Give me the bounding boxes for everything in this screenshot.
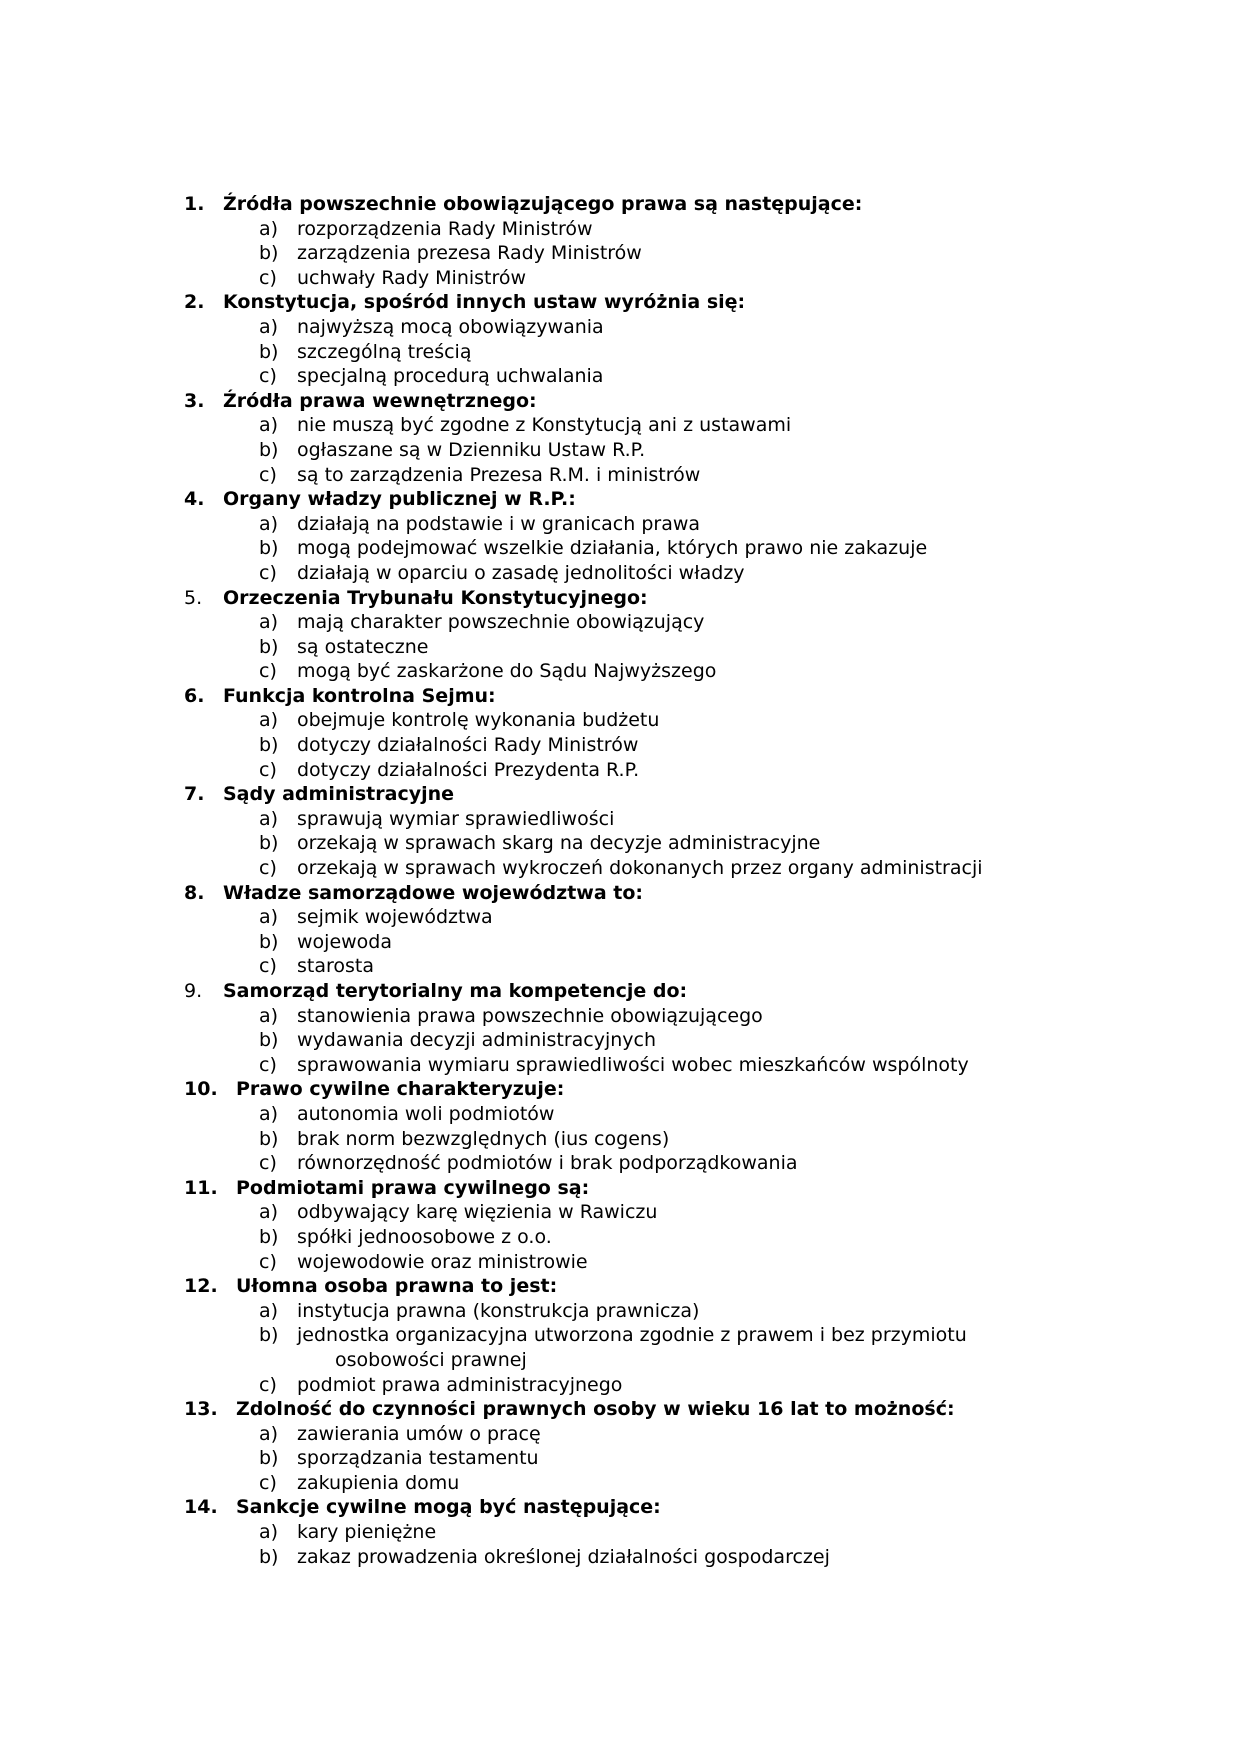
option-letter: a): [259, 1521, 279, 1544]
option-text: autonomia woli podmiotów: [297, 1102, 555, 1125]
answer-option: [184, 1545, 1204, 1570]
answer-option: [184, 1250, 1204, 1275]
question-item: [184, 192, 1204, 290]
answer-option: [184, 1323, 1204, 1372]
option-text: mogą podejmować wszelkie działania, których prawo nie zakazuje: [297, 537, 928, 560]
question-number: 10.: [184, 1078, 218, 1101]
option-text: są to zarządzenia Prezesa R.M. i ministrów: [297, 463, 701, 486]
question-number: 2.: [184, 291, 205, 314]
answer-option: [184, 536, 1204, 561]
answer-option: [184, 1299, 1204, 1324]
option-text: obejmuje kontrolę wykonania budżetu: [297, 709, 660, 732]
option-letter: a): [259, 315, 279, 338]
option-letter: c): [259, 1471, 277, 1494]
question-heading: [184, 1274, 1204, 1299]
option-text: jednostka organizacyjna utworzona zgodnie z prawem i bez przymiotu: [297, 1324, 967, 1347]
question-number: 1.: [184, 193, 205, 215]
answer-option: [184, 1373, 1204, 1398]
answer-option: [184, 241, 1204, 266]
answer-option: [184, 807, 1204, 832]
option-text: działają w oparciu o zasadę jednolitości władzy: [297, 561, 745, 584]
answer-option: [184, 413, 1204, 438]
option-text: zawierania umów o pracę: [297, 1422, 541, 1445]
answer-option: [184, 364, 1204, 389]
question-text: Ułomna osoba prawna to jest:: [236, 1275, 558, 1298]
option-letter: c): [259, 561, 277, 584]
answer-option: [184, 758, 1204, 783]
option-letter: a): [259, 1004, 279, 1027]
option-text: odbywający karę więzienia w Rawiczu: [297, 1201, 658, 1224]
question-item: [184, 1077, 1204, 1175]
answer-option: [184, 659, 1204, 684]
option-letter: b): [259, 832, 279, 855]
question-item: [184, 389, 1204, 487]
option-letter: b): [259, 1127, 279, 1150]
question-text: Zdolność do czynności prawnych osoby w wieku 16 lat to możność:: [236, 1398, 955, 1421]
answer-option: [184, 1102, 1204, 1127]
option-letter: b): [259, 930, 279, 953]
question-item: [184, 290, 1204, 388]
option-letter: c): [259, 955, 277, 978]
option-letter: c): [259, 463, 277, 486]
question-text: Funkcja kontrolna Sejmu:: [223, 684, 496, 707]
option-letter: b): [259, 1225, 279, 1248]
answer-option: [184, 954, 1204, 979]
option-letter: a): [259, 906, 279, 929]
answer-option: [184, 1520, 1204, 1545]
answer-option: [184, 905, 1204, 930]
answer-option: [184, 463, 1204, 488]
answer-option: [184, 610, 1204, 635]
option-text: ogłaszane są w Dzienniku Ustaw R.P.: [297, 438, 646, 461]
question-item: [184, 1397, 1204, 1495]
question-text: Sądy administracyjne: [223, 783, 455, 806]
answer-option: [184, 1200, 1204, 1225]
option-text: sprawują wymiar sprawiedliwości: [297, 807, 615, 830]
question-number: 9.: [184, 980, 203, 1002]
option-letter: a): [259, 1102, 279, 1125]
option-text: orzekają w sprawach wykroczeń dokonanych przez organy administracji: [297, 857, 983, 880]
answer-option: [184, 930, 1204, 955]
answer-option: [184, 1151, 1204, 1176]
answer-option: [184, 1127, 1204, 1152]
option-text: mają charakter powszechnie obowiązujący: [297, 611, 705, 634]
option-text: kary pieniężne: [297, 1521, 437, 1544]
question-heading: [184, 487, 1204, 512]
option-letter: a): [259, 414, 279, 437]
option-letter: a): [259, 807, 279, 830]
option-text: szczególną treścią: [297, 340, 472, 363]
option-letter: a): [259, 1299, 279, 1322]
question-text: Źródła powszechnie obowiązującego prawa są następujące:: [223, 193, 863, 215]
option-text: dotyczy działalności Prezydenta R.P.: [297, 758, 640, 781]
question-item: [184, 684, 1204, 782]
option-text: zarządzenia prezesa Rady Ministrów: [297, 242, 642, 265]
question-text: Samorząd terytorialny ma kompetencje do:: [223, 980, 688, 1002]
answer-option: [184, 733, 1204, 758]
answer-option: [184, 1471, 1204, 1496]
question-number: 4.: [184, 488, 205, 511]
question-item: [184, 586, 1204, 684]
question-number: 8.: [184, 881, 205, 904]
option-letter: b): [259, 1447, 279, 1470]
option-letter: b): [259, 242, 279, 265]
option-letter: b): [259, 734, 279, 757]
option-text: zakaz prowadzenia określonej działalności gospodarczej: [297, 1545, 830, 1568]
option-letter: c): [259, 857, 277, 880]
question-heading: [184, 1077, 1204, 1102]
option-text-continuation: osobowości prawnej: [335, 1348, 527, 1371]
question-item: [184, 1274, 1204, 1397]
option-letter: c): [259, 1053, 277, 1076]
option-letter: c): [259, 1373, 277, 1396]
option-letter: b): [259, 635, 279, 658]
option-text: spółki jednoosobowe z o.o.: [297, 1225, 552, 1248]
question-heading: [184, 1495, 1204, 1520]
answer-option: [184, 831, 1204, 856]
question-item: [184, 782, 1204, 880]
question-item: [184, 1495, 1204, 1569]
question-heading: [184, 1397, 1204, 1422]
option-text: instytucja prawna (konstrukcja prawnicza): [297, 1299, 700, 1322]
option-letter: b): [259, 537, 279, 560]
option-text: sporządzania testamentu: [297, 1447, 539, 1470]
answer-option: [184, 1028, 1204, 1053]
question-number: 5.: [184, 586, 203, 609]
option-letter: c): [259, 266, 277, 289]
option-text: starosta: [297, 955, 375, 978]
question-heading: [184, 1176, 1204, 1201]
answer-option: [184, 340, 1204, 365]
option-text: wojewodowie oraz ministrowie: [297, 1250, 588, 1273]
answer-option: [184, 217, 1204, 242]
option-letter: a): [259, 1201, 279, 1224]
option-letter: c): [259, 758, 277, 781]
option-text: brak norm bezwzględnych (ius cogens): [297, 1127, 670, 1150]
option-text: najwyższą mocą obowiązywania: [297, 315, 604, 338]
question-number: 13.: [184, 1398, 218, 1421]
option-text: zakupienia domu: [297, 1471, 460, 1494]
question-item: [184, 881, 1204, 979]
question-heading: [184, 881, 1204, 906]
option-text: podmiot prawa administracyjnego: [297, 1373, 623, 1396]
question-heading: [184, 782, 1204, 807]
answer-option: [184, 635, 1204, 660]
option-text: specjalną procedurą uchwalania: [297, 365, 604, 388]
answer-option: [184, 1422, 1204, 1447]
option-letter: a): [259, 611, 279, 634]
question-item: [184, 1176, 1204, 1274]
option-text: wojewoda: [297, 930, 392, 953]
question-number: 11.: [184, 1176, 218, 1199]
question-text: Organy władzy publicznej w R.P.:: [223, 488, 576, 511]
answer-option: [184, 1053, 1204, 1078]
answer-option: [184, 561, 1204, 586]
option-text: dotyczy działalności Rady Ministrów: [297, 734, 639, 757]
question-text: Konstytucja, spośród innych ustaw wyróżnia się:: [223, 291, 746, 314]
option-letter: a): [259, 217, 279, 240]
question-number: 12.: [184, 1275, 218, 1298]
question-heading: [184, 290, 1204, 315]
option-text: wydawania decyzji administracyjnych: [297, 1029, 657, 1052]
option-text: równorzędność podmiotów i brak podporządkowania: [297, 1152, 798, 1175]
option-letter: b): [259, 1324, 279, 1347]
option-letter: b): [259, 438, 279, 461]
option-text: rozporządzenia Rady Ministrów: [297, 217, 593, 240]
question-text: Prawo cywilne charakteryzuje:: [236, 1078, 565, 1101]
question-heading: [184, 586, 1204, 611]
question-list: [184, 192, 1204, 1569]
option-text: sprawowania wymiaru sprawiedliwości wobec mieszkańców wspólnoty: [297, 1053, 969, 1076]
answer-option: [184, 1004, 1204, 1029]
answer-option: [184, 512, 1204, 537]
option-letter: c): [259, 1152, 277, 1175]
answer-option: [184, 708, 1204, 733]
option-text: są ostateczne: [297, 635, 429, 658]
answer-option: [184, 856, 1204, 881]
question-heading: [184, 389, 1204, 414]
question-number: 6.: [184, 684, 205, 707]
answer-option: [184, 266, 1204, 291]
option-letter: b): [259, 340, 279, 363]
option-letter: c): [259, 660, 277, 683]
question-heading: [184, 684, 1204, 709]
option-text: działają na podstawie i w granicach prawa: [297, 512, 701, 535]
option-letter: b): [259, 1545, 279, 1568]
answer-option: [184, 315, 1204, 340]
option-text: uchwały Rady Ministrów: [297, 266, 527, 289]
question-text: Orzeczenia Trybunału Konstytucyjnego:: [223, 586, 648, 609]
question-number: 3.: [184, 389, 205, 412]
option-text: sejmik województwa: [297, 906, 493, 929]
option-letter: a): [259, 709, 279, 732]
option-text: stanowienia prawa powszechnie obowiązującego: [297, 1004, 763, 1027]
question-text: Sankcje cywilne mogą być następujące:: [236, 1496, 661, 1519]
question-text: Źródła prawa wewnętrznego:: [223, 389, 537, 412]
option-letter: a): [259, 512, 279, 535]
answer-option: [184, 438, 1204, 463]
option-text: nie muszą być zgodne z Konstytucją ani z ustawami: [297, 414, 792, 437]
option-letter: b): [259, 1029, 279, 1052]
answer-option: [184, 1225, 1204, 1250]
question-item: [184, 487, 1204, 585]
option-letter: a): [259, 1422, 279, 1445]
option-text-block: [297, 1323, 1057, 1372]
option-text: mogą być zaskarżone do Sądu Najwyższego: [297, 660, 717, 683]
question-heading: [184, 979, 1204, 1004]
question-heading: [184, 192, 1204, 217]
option-text: orzekają w sprawach skarg na decyzje administracyjne: [297, 832, 821, 855]
question-text: Władze samorządowe województwa to:: [223, 881, 644, 904]
question-number: 7.: [184, 783, 205, 806]
question-text: Podmiotami prawa cywilnego są:: [236, 1176, 590, 1199]
question-item: [184, 979, 1204, 1077]
question-number: 14.: [184, 1496, 218, 1519]
option-letter: c): [259, 365, 277, 388]
answer-option: [184, 1446, 1204, 1471]
option-letter: c): [259, 1250, 277, 1273]
